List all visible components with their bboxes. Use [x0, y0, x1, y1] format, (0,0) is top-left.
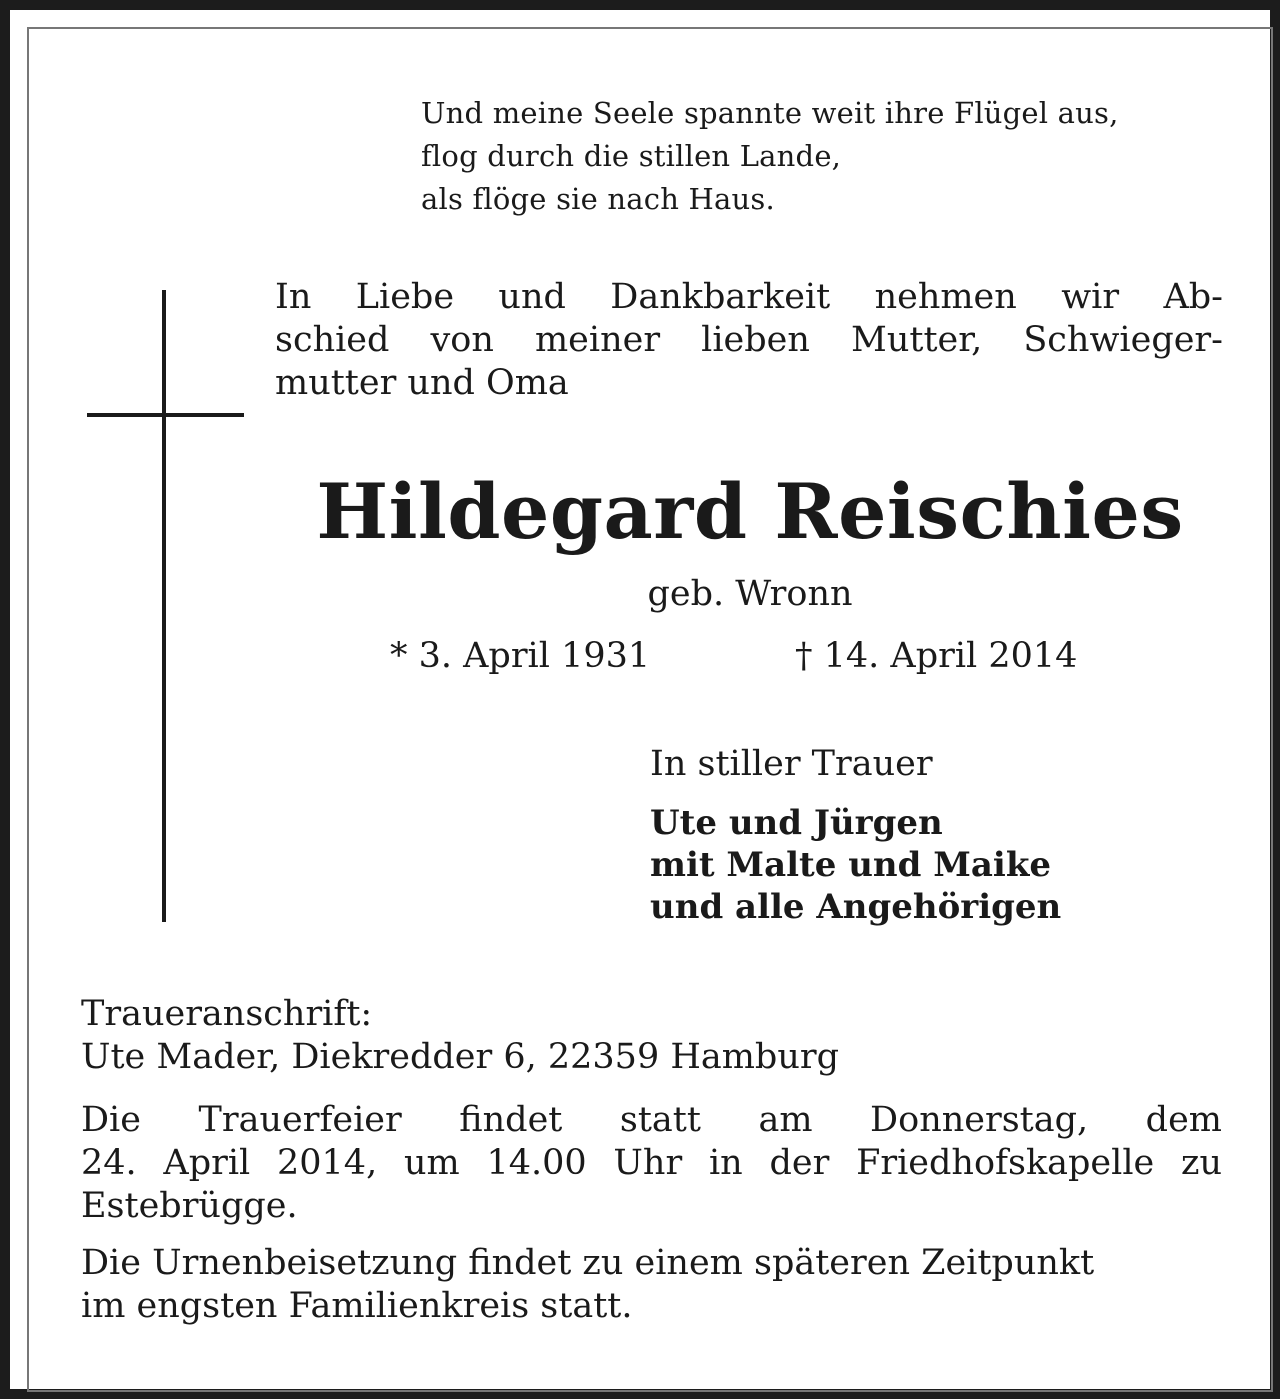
intro-line: In Liebe und Dankbarkeit nehmen wir Ab-: [275, 277, 1223, 317]
mourning-heading: In stiller Trauer: [650, 744, 933, 784]
address-label: Traueranschrift:: [81, 994, 373, 1034]
mourner-line: und alle Angehörigen: [650, 887, 1062, 927]
death-date: † 14. April 2014: [795, 636, 1078, 676]
birth-date: * 3. April 1931: [390, 636, 651, 676]
urn-line: im engsten Familienkreis statt.: [81, 1286, 633, 1326]
poem-line: als flöge sie nach Haus.: [421, 182, 775, 216]
intro-line: schied von meiner lieben Mutter, Schwieger-: [275, 320, 1223, 360]
poem-line: flog durch die stillen Lande,: [421, 139, 842, 173]
intro-text: [275, 276, 1223, 405]
maiden-name: geb. Wronn: [647, 574, 853, 614]
cross-icon-bar: [87, 413, 244, 417]
poem: [421, 92, 1119, 221]
mourning-address: [81, 993, 839, 1079]
address-value: Ute Mader, Diekredder 6, 22359 Hamburg: [81, 1037, 840, 1077]
intro-line: mutter und Oma: [275, 363, 569, 403]
funeral-line: 24. April 2014, um 14.00 Uhr in der Friedhofskapelle zu: [81, 1143, 1222, 1183]
funeral-line: Estebrügge.: [81, 1186, 298, 1226]
mourner-line: mit Malte und Maike: [650, 845, 1052, 885]
mourners-list: [650, 802, 1061, 928]
urn-burial-info: [81, 1242, 1094, 1328]
cross-icon: [162, 290, 166, 922]
mourner-line: Ute und Jürgen: [650, 803, 943, 843]
poem-line: Und meine Seele spannte weit ihre Flügel aus,: [421, 96, 1119, 130]
urn-line: Die Urnenbeisetzung findet zu einem späteren Zeitpunkt: [81, 1243, 1095, 1283]
funeral-line: Die Trauerfeier findet statt am Donnerstag, dem: [81, 1100, 1222, 1140]
funeral-info: [81, 1099, 1222, 1228]
deceased-name: Hildegard Reischies: [316, 467, 1184, 556]
